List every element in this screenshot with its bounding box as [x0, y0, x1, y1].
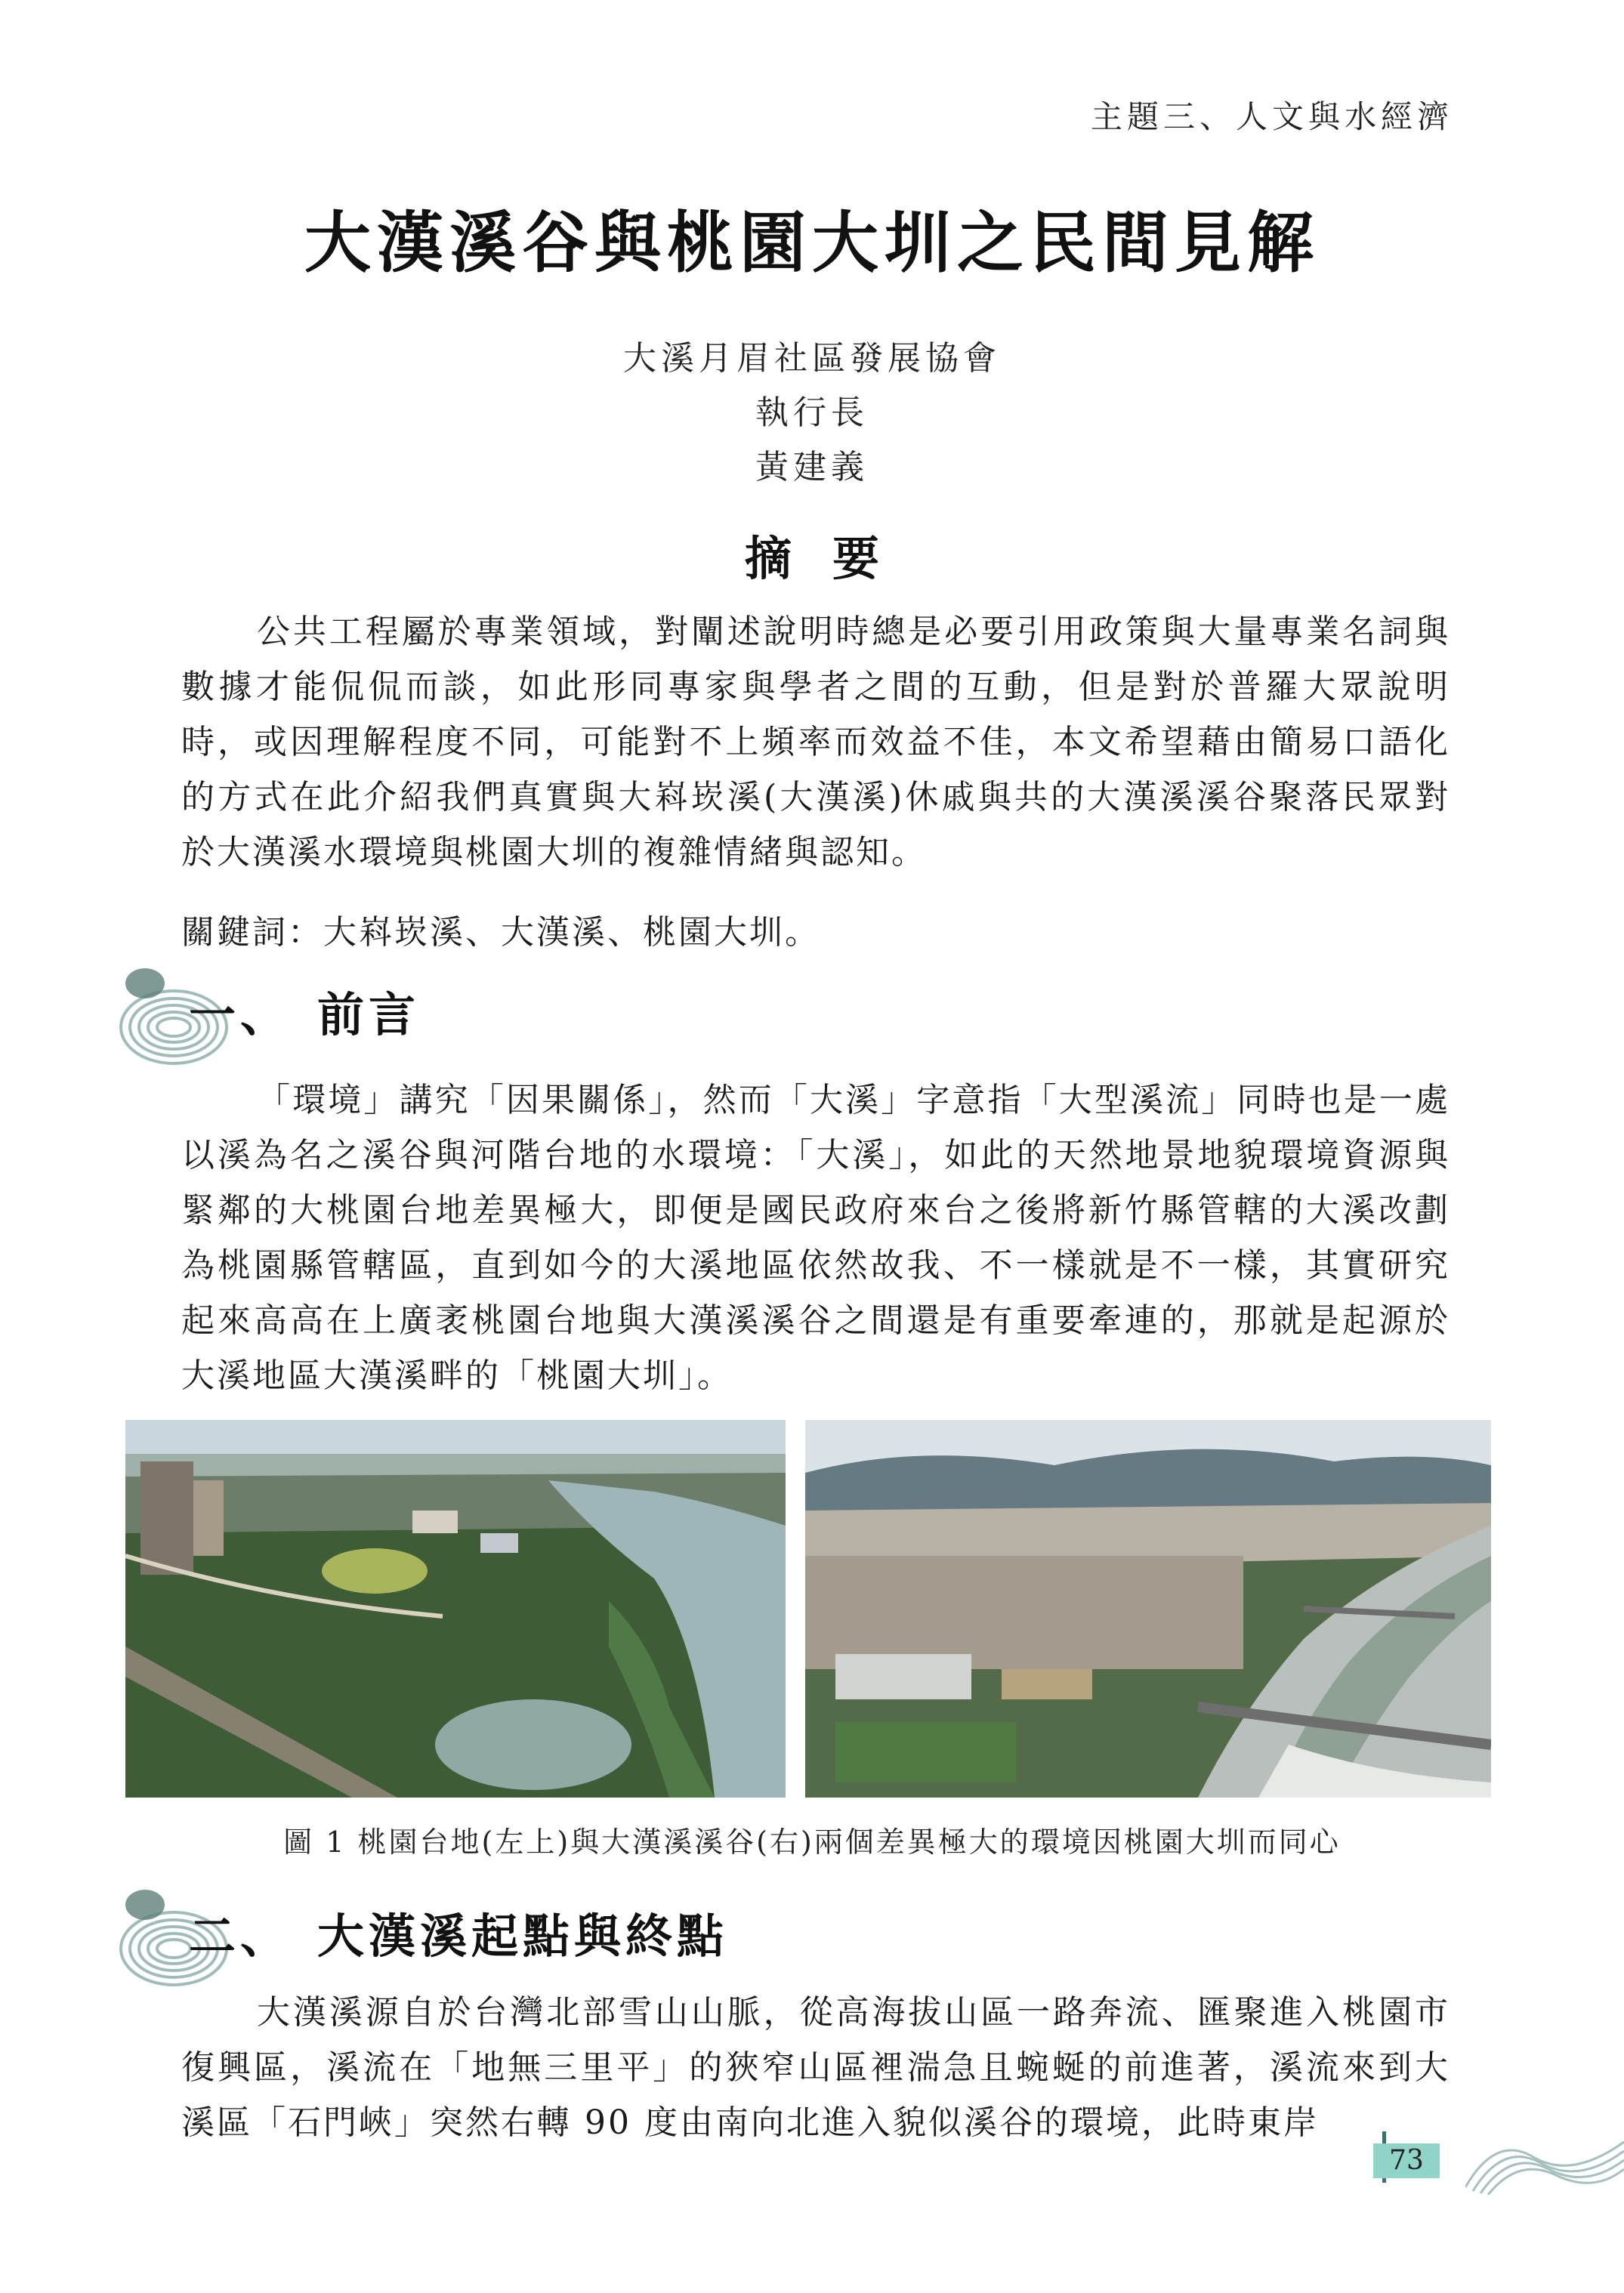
section-2-number: 二、: [189, 1909, 292, 1964]
figure-1-caption: 圖 1 桃園台地(左上)與大漢溪溪谷(右)兩個差異極大的環境因桃園大圳而同心: [283, 1825, 1341, 1859]
abstract-body: 公共工程屬於專業領域，對闡述說明時總是必要引用政策與大量專業名詞與數據才能侃侃而談，如此形同專家與學者之間的互動，但是對於普羅大眾說明時，或因理解程度不同，可能對不上頻率而效益不佳，本文希望藉由簡易口語化的方式在此介紹我們真實與大嵙崁溪(大漢溪)休戚與共的大漢溪溪谷聚落民眾對於大漢溪水環境與桃園大圳的複雜情緒與認知。: [181, 613, 1450, 872]
author-position: 執行長: [755, 393, 869, 432]
article-title: 大漢溪谷與桃園大圳之民間見解: [304, 204, 1320, 282]
abstract-heading: 摘要: [744, 531, 920, 586]
section-2-header: [113, 1881, 1095, 1994]
keywords-line: 關鍵詞：大嵙崁溪、大漢溪、桃園大圳。: [181, 913, 820, 952]
section-2-heading: 大漢溪起點與終點: [317, 1909, 729, 1964]
section-2-body: 大漢溪源自於台灣北部雪山山脈，從高海拔山區一路奔流、匯聚進入桃園市復興區，溪流在「地無三里平」的狹窄山區裡湍急且蜿蜒的前進著，溪流來到大溪區「石門峽」突然右轉 90 度由南向北進入貌似溪谷的環境，此時東岸: [181, 1993, 1450, 2142]
figure-1-right-photo: [805, 1420, 1491, 1798]
page-number: 73: [1373, 2143, 1440, 2178]
author-name: 黃建義: [755, 448, 869, 486]
author-organization: 大溪月眉社區發展協會: [623, 339, 1001, 378]
running-header: 主題三、人文與水經濟: [1090, 98, 1453, 135]
figure-1-left-photo: [125, 1420, 786, 1798]
section-1-number: 一、: [189, 987, 292, 1042]
section-1-body: 「環境」講究「因果關係」，然而「大溪」字意指「大型溪流」同時也是一處以溪為名之溪谷與河階台地的水環境：「大溪」，如此的天然地景地貌環境資源與緊鄰的大桃園台地差異極大，即便是國民政府來台之後將新竹縣管轄的大溪改劃為桃園縣管轄區，直到如今的大溪地區依然故我、不一樣就是不一樣，其實研究起來高高在上廣袤桃園台地與大漢溪溪谷之間還是有重要牽連的，那就是起源於大溪地區大漢溪畔的「桃園大圳」。: [181, 1081, 1450, 1395]
footer-wave-decoration-icon: [1465, 2127, 1624, 2195]
section-1-heading: 前言: [317, 987, 421, 1042]
section-1-header: [113, 959, 1095, 1072]
